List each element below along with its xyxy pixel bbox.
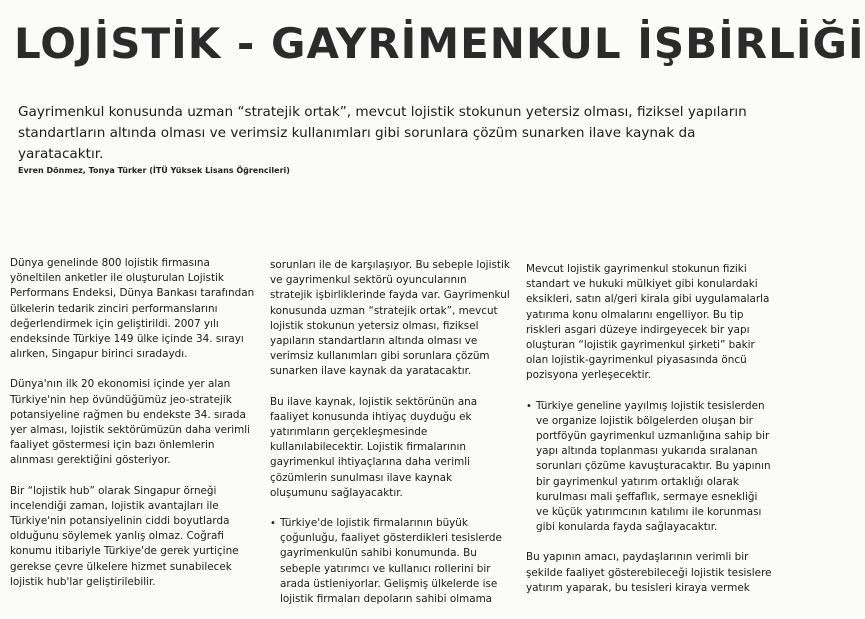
bullet-paragraph [270, 516, 510, 607]
paragraph-text: Türkiye'de lojistik firmalarının büyük çoğunluğu, faaliyet gösterdikleri tesislerde gayrimenkulün sahibi konumunda. Bu sebeple yatırımcı ve kullanıcı rollerini bir arada üstleniyorlar. Gelişmiş ülkelerde ise lojistik firmaları depoların sahibi olmama [280, 517, 502, 606]
paragraph: Dünya'nın ilk 20 ekonomisi içinde yer alan Türkiye'nin hep övündüğümüz jeo-stratejik potansiyeline rağmen bu endekste 34. sırada yer alması, lojistik sektörümüzün daha verimli faaliyet göstermesi için bazı önlemlerin alınması gerektiğini gösteriyor. [10, 378, 251, 467]
text-column-2 [270, 258, 510, 615]
paragraph-text: Türkiye geneline yayılmış lojistik tesislerden ve organize lojistik bölgelerden oluşan bir portföyün gayrimenkul uzmanlığına sahip bir yapı altında toplanması yukarıda sıralanan sorunları çözüme kavuşturacaktır. Bu yapının bir gayrimenkul yatırım ortaklığı olarak kurulması mali şeffaflık, sermaye esnekliği ve küçük yatırımcının katılımı ile korunması gibi konularda fayda sağlayacaktır. [536, 399, 771, 534]
paragraph: Bu yapının amacı, paydaşlarının verimli bir şekilde faaliyet gösterebileceği lojistik tesislere yatırım yaparak, bu tesisleri kiraya vermek [526, 551, 772, 594]
lead-paragraph: Gayrimenkul konusunda uzman “stratejik ortak”, mevcut lojistik stokunun yetersiz olması, fiziksel yapıların standartların altında olması ve verimsiz kullanımları gibi sorunlara çözüm sunarken ilave kaynak da yaratacaktır. [18, 104, 747, 162]
bullet-paragraph [526, 399, 772, 536]
bullet-icon: • [526, 400, 532, 412]
paragraph: Dünya genelinde 800 lojistik firmasına yöneltilen anketler ile oluşturulan Lojistik Performans Endeksi, Dünya Bankası tarafından ülkelerin tedarik zinciri performanslarını değerlendirmek için geliştirildi. 2007 yılı endeksinde Türkiye 149 ülke içinde 34. sırayı alırken, Singapur birinci sıradaydı. [10, 257, 255, 361]
paragraph: Bir “lojistik hub” olarak Singapur örneği incelendiği zaman, lojistik avantajları ile Türkiye'nin potansiyelinin ciddi boyutlarda olduğunu söylemek yanlış olmaz. Coğrafi konumu itibariyle Türkiye'de gerek yurtiçine gerekse çevre ülkelere hizmet sunabilecek lojistik hub'lar geliştirilebilir. [10, 484, 239, 588]
article-title: LOJİSTİK - GAYRİMENKUL İŞBİRLİĞİ [14, 19, 865, 68]
text-column-1 [10, 256, 260, 613]
text-column-3 [526, 262, 772, 619]
paragraph: Bu ilave kaynak, lojistik sektörünün ana faaliyet konusunda ihtiyaç duyduğu ek yatırımların gerçekleşmesinde kullanılabilecektir. Lojistik firmalarının gayrimenkul ihtiyaçlarına daha verimli çözümlerin sunulması ilave kaynak oluşumunu sağlayacaktır. [270, 395, 478, 499]
bullet-icon: • [270, 518, 276, 530]
paragraph: Mevcut lojistik gayrimenkul stokunun fiziki standart ve hukuki mülkiyet gibi konulardaki eksikleri, satın al/geri kirala gibi uygulamalarla yatırıma konu olmalarını engelliyor. Bu tip riskleri asgari düzeye indirgeyecek bir yapı oluşturan “lojistik gayrimenkul şirketi” bakir olan lojistik-gayrimenkul piyasasında öncü pozisyona yerleşecektir. [526, 263, 770, 382]
paragraph: sorunları ile de karşılaşıyor. Bu sebeple lojistik ve gayrimenkul sektörü oyuncularının stratejik işbirliklerinde fayda var. Gayrimenkul konusunda uzman “stratejik ortak”, mevcut lojistik stokunun yetersiz olması, fiziksel yapıların standartların altında olması ve verimsiz kullanımları gibi sorunlara çözüm sunarken ilave kaynak da yaratacaktır. [270, 259, 510, 378]
author-byline: Evren Dönmez, Tonya Türker (İTÜ Yüksek Lisans Öğrencileri) [18, 166, 290, 175]
